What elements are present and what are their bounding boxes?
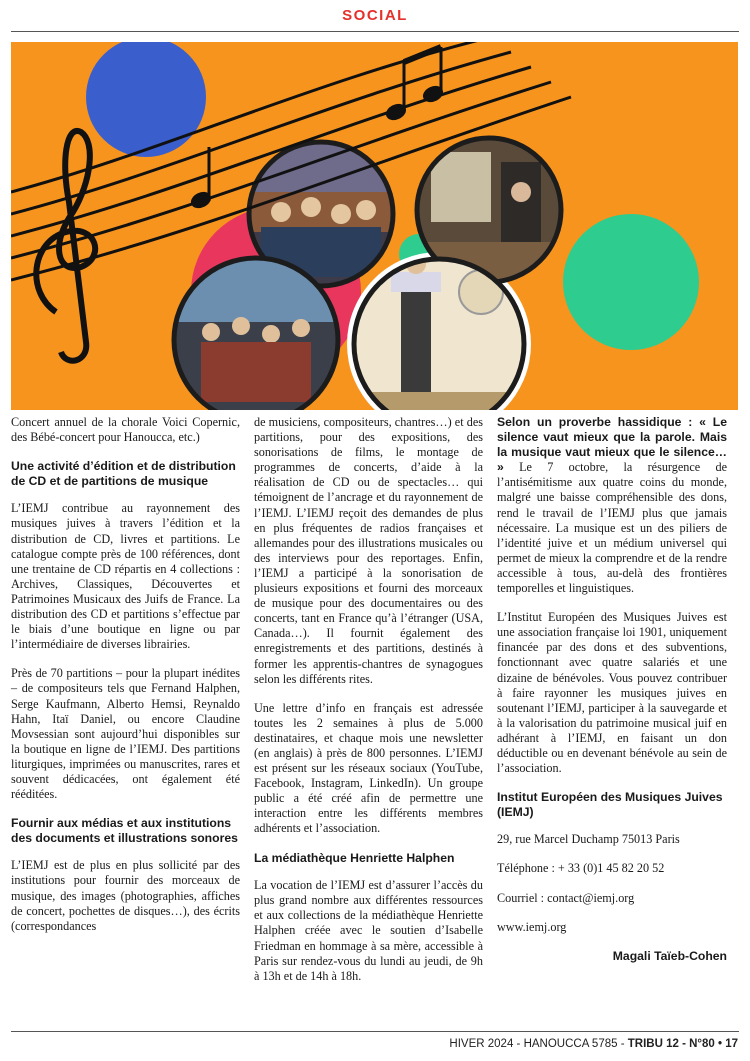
proverb-paragraph <box>497 415 727 596</box>
proverb-rest: Le 7 octobre, la résurgence de l’antisémitisme aux quatre coins du monde, malgré une baisse compréhensible des dons, rend le travail de l’IEMJ plus que jamais nécessaire. La musique est un des piliers de l’identité juive et un médium universel qui permet de mieux la comprendre et de la rendre accessible à tous, au-delà des frontières temporelles et linguistiques. <box>497 460 727 596</box>
catalogue-paragraph: L’IEMJ contribue au rayonnement des musiques juives à travers l’édition et la distribution de CD, livres et partitions. Le catalogue compte près de 100 références, dont une trentaine de CD répartis en 4 collections : Archives, Classiques, Découvertes et Patrimoines Musicaux des Juifs de France. La distribution des CD et partitions s’effectue par le biais d’une boutique en ligne ou par l’intermédiaire de diverses librairies. <box>11 501 240 652</box>
author-signature: Magali Taïeb-Cohen <box>612 948 727 963</box>
address-email[interactable]: Courriel : contact@iemj.org <box>497 890 635 905</box>
page-footer <box>449 1038 738 1050</box>
column-3 <box>497 415 727 964</box>
top-divider <box>11 31 739 32</box>
footer-magazine: TRIBU 12 - N°80 • 17 <box>627 1038 738 1050</box>
intro-paragraph: Concert annuel de la chorale Voici Copernic, des Bébé-concert pour Hanoucca, etc.) <box>11 415 240 445</box>
heading-medias: Fournir aux médias et aux institutions des documents et illustrations sonores <box>11 816 238 845</box>
blue-disc <box>86 42 206 157</box>
footer-divider <box>11 1031 739 1032</box>
partitions-paragraph: Près de 70 partitions – pour la plupart inédites – de compositeurs tels que Fernand Halphen, Serge Kaufmann, Alberto Hemsi, Reynaldo Hahn, Itaï Daniel, ou encore Claudine Movsessian sont aujourd’hui disponibles sur la boutique en ligne de l’IEMJ. Des partitions liturgiques, imprimées ou manuscrites, rares et souvent dédicacées, ont également été rééditées. <box>11 666 240 802</box>
institut-paragraph: L’Institut Européen des Musiques Juives est une association française loi 1901, uniquement financée par des dons et des subventions, fonctionnant avec quatre salariés et une dizaine de bénévoles. Vous pouvez contribuer à faire rayonner les musiques juives en soutenant l’IEMJ, participer à la sauvegarde et à la valorisation du patrimoine musical juif en adhérant à l’IEMJ, en faisant un don déductible ou en devenant bénévole au sein de l’association. <box>497 610 727 776</box>
column-1 <box>11 415 240 948</box>
section-rubric: SOCIAL <box>342 7 408 24</box>
newsletter-paragraph: Une lettre d’info en français est adressée toutes les 2 semaines à plus de 5.000 destinataires, et chaque mois une newsletter (en anglais) à près de 800 personnes. L’IEMJ est présent sur les réseaux sociaux (YouTube, Facebook, Instagram, LinkedIn). Un groupe public a été créé afin de permettre une interaction entre les différents membres adhérents et l’association. <box>254 700 483 836</box>
proverb-lead: Selon un proverbe hassidique : « Le silence vaut mieux que la parole. Mais la musique vaut mieux que le silence… » <box>497 415 727 475</box>
medias-paragraph-start: L’IEMJ est de plus en plus sollicité par des institutions pour fournir des morceaux de musique, des images (photographies, affiches de concert, pochettes de disques…), des écrits (correspondances <box>11 858 240 933</box>
medias-paragraph-continued: de musiciens, compositeurs, chantres…) et des partitions, pour des expositions, des sonorisations de films, le montage de programmes de concerts, d’aide à la réalisation de CD ou de spectacles… qui témoignent de l’ancrage et du rayonnement de l’IEMJ. L’IEMJ reçoit des demandes de plus en plus fréquentes de radios françaises et allemandes pour des illustrations musicales ou des interviews pour des reportages. Enfin, l’IEMJ a participé à la sonorisation de plusieurs expositions et fourni des morceaux de musique pour des documentaires ou des concerts, tant en France qu’à l’étranger (USA, Canada…). Il fournit également des enregistrements et des partitions, destinés à former les apprentis-chantres de synagogues selon les différents rites. <box>254 415 483 686</box>
green-disc <box>563 214 699 350</box>
column-2 <box>254 415 483 998</box>
address-website[interactable]: www.iemj.org <box>497 919 567 934</box>
footer-issue: HIVER 2024 - HANOUCCA 5785 - <box>449 1038 628 1050</box>
hero-illustration <box>11 42 738 410</box>
address-street: 29, rue Marcel Duchamp 75013 Paris <box>497 832 680 847</box>
mediatheque-paragraph: La vocation de l’IEMJ est d’assurer l’accès du plus grand nombre aux différentes ressources et aux collections de la médiathèque Henriette Halphen créée avec le soutien d’Isabelle Friedman en hommage à sa mère, accessible à Paris sur rendez-vous du lundi au jeudi, de 9h à 13h et de 14h à 18h. <box>254 878 483 983</box>
heading-mediatheque: La médiathèque Henriette Halphen <box>254 850 455 865</box>
heading-contact: Institut Européen des Musiques Juives (IEMJ) <box>497 790 723 819</box>
heading-edition: Une activité d’édition et de distribution de CD et de partitions de musique <box>11 459 236 488</box>
address-phone: Téléphone : + 33 (0)1 45 82 20 52 <box>497 861 665 876</box>
